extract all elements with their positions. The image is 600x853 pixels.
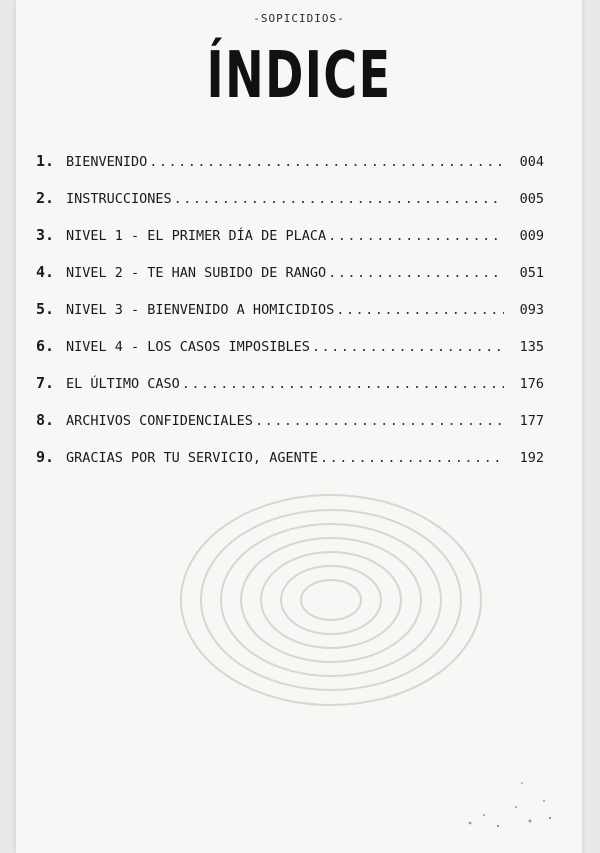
toc-entry[interactable] (36, 337, 544, 374)
toc-entry[interactable] (36, 189, 544, 226)
toc-page-number: 005 (519, 191, 544, 207)
toc-page-number: 176 (519, 376, 544, 392)
dot-leader (149, 154, 504, 170)
toc-label: NIVEL 3 - BIENVENIDO A HOMICIDIOS (66, 302, 335, 318)
dot-leader (182, 376, 504, 392)
dot-leader (336, 302, 504, 318)
toc-page-number: 009 (519, 228, 544, 244)
toc-entry[interactable] (36, 226, 544, 263)
toc-label: INSTRUCCIONES (66, 191, 172, 207)
table-of-contents (36, 152, 544, 485)
fingerprint-watermark-icon (166, 480, 496, 720)
toc-page-number: 093 (519, 302, 544, 318)
toc-label: NIVEL 1 - EL PRIMER DÍA DE PLACA (66, 228, 327, 244)
toc-number: 6. (36, 337, 55, 355)
toc-number: 5. (36, 300, 55, 318)
toc-number: 8. (36, 411, 55, 429)
dot-leader (255, 413, 504, 429)
toc-entry[interactable] (36, 263, 544, 300)
toc-page-number: 192 (519, 450, 544, 466)
dot-leader (320, 450, 504, 466)
page-title: ÍNDICE (206, 39, 392, 113)
running-head: -SOPICIDIOS- (253, 12, 345, 25)
toc-page-number: 004 (519, 154, 544, 170)
toc-entry[interactable] (36, 448, 544, 485)
toc-label: ARCHIVOS CONFIDENCIALES (66, 413, 253, 429)
toc-entry[interactable] (36, 374, 544, 411)
dot-leader (328, 228, 504, 244)
toc-label: NIVEL 4 - LOS CASOS IMPOSIBLES (66, 339, 310, 355)
toc-label: NIVEL 2 - TE HAN SUBIDO DE RANGO (66, 265, 327, 281)
toc-number: 1. (36, 152, 55, 170)
toc-number: 4. (36, 263, 55, 281)
toc-entry[interactable] (36, 411, 544, 448)
dot-leader (312, 339, 504, 355)
book-page (16, 0, 582, 853)
toc-page-number: 177 (519, 413, 544, 429)
toc-number: 2. (36, 189, 55, 207)
toc-page-number: 135 (519, 339, 544, 355)
toc-entry[interactable] (36, 152, 544, 189)
toc-number: 9. (36, 448, 55, 466)
dot-leader (328, 265, 504, 281)
toc-page-number: 051 (519, 265, 544, 281)
toc-label: EL ÚLTIMO CASO (66, 376, 180, 392)
toc-entry[interactable] (36, 300, 544, 337)
toc-label: BIENVENIDO (66, 154, 148, 170)
dot-leader (174, 191, 504, 207)
ink-specks (450, 763, 560, 833)
toc-number: 7. (36, 374, 55, 392)
toc-label: GRACIAS POR TU SERVICIO, AGENTE (66, 450, 318, 466)
toc-number: 3. (36, 226, 55, 244)
